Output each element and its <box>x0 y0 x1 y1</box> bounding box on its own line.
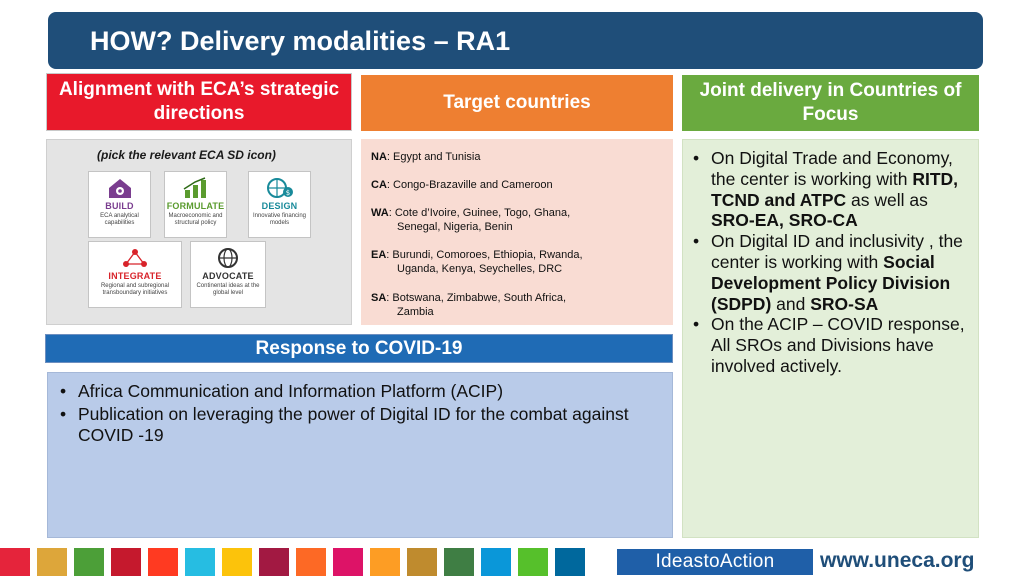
list-item <box>691 231 973 314</box>
svg-text:$: $ <box>285 189 290 197</box>
item-bold: SRO-EA, SRO-CA <box>711 210 858 231</box>
sdg-color-block <box>481 548 511 576</box>
ideas-to-action-logo: IdeastoAction <box>617 549 813 575</box>
country-list-cont: Zambia <box>397 306 434 318</box>
item-bold: SRO-SA <box>810 293 879 314</box>
region-code: SA <box>371 292 387 304</box>
footer <box>0 548 1024 576</box>
country-row-sa <box>371 291 566 319</box>
sd-build-label: BUILD <box>105 201 134 211</box>
sdg-color-block <box>74 548 104 576</box>
region-code: EA <box>371 249 387 261</box>
item-text: On Digital Trade and Economy, the center is working with <box>711 148 953 189</box>
sdg-color-block <box>222 548 252 576</box>
country-list: : Botswana, Zimbabwe, South Africa, <box>386 292 567 304</box>
country-list-cont: Senegal, Nigeria, Benin <box>397 221 513 233</box>
list-item <box>691 148 973 231</box>
website-url[interactable]: www.uneca.org <box>820 549 975 572</box>
sd-design-label: DESIGN <box>261 201 298 211</box>
sdg-color-block <box>333 548 363 576</box>
alignment-header: Alignment with ECA’s strategic directions <box>46 73 352 131</box>
sd-build-sub: ECA analytical capabilities <box>100 213 139 227</box>
sdg-color-block <box>444 548 474 576</box>
sdg-color-block <box>148 548 178 576</box>
sdg-color-block <box>407 548 437 576</box>
title-bar <box>48 12 983 69</box>
item-text: On Digital ID and inclusivity , the center is working with <box>711 231 963 272</box>
country-list: : Cote d’Ivoire, Guinee, Togo, Ghana, <box>388 207 571 219</box>
joint-delivery-list <box>691 148 973 377</box>
network-icon <box>120 247 150 269</box>
sdg-color-block <box>111 548 141 576</box>
sd-advocate-sub: Continental ideas at the global level <box>196 283 260 297</box>
item-bold: Social Development Policy Division (SDPD) <box>711 251 951 314</box>
sd-integrate-label: INTEGRATE <box>108 271 162 281</box>
country-row-wa <box>371 206 570 234</box>
country-list: : Burundi, Comoroes, Ethiopia, Rwanda, <box>386 249 583 261</box>
country-list: : Egypt and Tunisia <box>386 151 481 163</box>
list-item <box>691 314 973 376</box>
sdg-color-block <box>0 548 30 576</box>
sdg-color-block <box>555 548 585 576</box>
sdg-color-block <box>259 548 289 576</box>
page-title: HOW? Delivery modalities – RA1 <box>90 26 511 56</box>
joint-delivery-panel <box>682 139 979 538</box>
item-text: On the ACIP – COVID response, All SROs and Divisions have involved actively. <box>711 314 965 376</box>
sd-integrate-tile[interactable] <box>88 241 182 308</box>
sdg-color-block <box>37 548 67 576</box>
sd-formulate-tile[interactable] <box>164 171 227 238</box>
target-countries-panel <box>361 139 673 325</box>
sdg-color-block <box>296 548 326 576</box>
sd-advocate-label: ADVOCATE <box>202 271 254 281</box>
bar-chart-icon <box>181 177 211 199</box>
country-list-cont: Uganda, Kenya, Seychelles, DRC <box>397 263 563 275</box>
country-row-na <box>371 150 480 164</box>
covid-response-list <box>58 381 658 448</box>
pick-icon-note: (pick the relevant ECA SD icon) <box>97 148 276 162</box>
sd-formulate-label: FORMULATE <box>166 201 225 211</box>
sdg-color-block <box>185 548 215 576</box>
country-row-ca <box>371 178 553 192</box>
list-item: • Publication on leveraging the power of Digital ID for the combat against COVID -19 <box>58 404 658 446</box>
house-gear-icon <box>105 177 135 199</box>
region-code: NA <box>371 151 387 163</box>
list-item: • Africa Communication and Information Platform (ACIP) <box>58 381 658 402</box>
sdg-color-block <box>518 548 548 576</box>
region-code: WA <box>371 207 389 219</box>
item-bold: RITD, TCND and ATPC <box>711 168 959 210</box>
item-text: and <box>771 293 811 314</box>
covid-response-panel <box>47 372 673 538</box>
joint-delivery-header: Joint delivery in Countries of Focus <box>682 75 979 131</box>
sd-design-sub: Innovative financing models <box>252 213 307 227</box>
sd-build-tile[interactable] <box>88 171 151 238</box>
sd-formulate-sub: Macroeconomic and structural policy <box>168 213 223 227</box>
sd-design-tile[interactable] <box>248 171 311 238</box>
target-countries-header: Target countries <box>361 75 673 131</box>
sdg-color-block <box>370 548 400 576</box>
item-text: as well as <box>846 189 928 210</box>
country-row-ea <box>371 248 583 276</box>
globe-icon <box>213 247 243 269</box>
globe-dollar-icon <box>265 177 295 199</box>
sdg-color-strip <box>0 548 592 576</box>
sd-integrate-sub: Regional and subregional transboundary initiatives <box>100 283 170 297</box>
covid-response-header: Response to COVID-19 <box>45 334 673 363</box>
sd-advocate-tile[interactable] <box>190 241 266 308</box>
country-list: : Congo-Brazaville and Cameroon <box>386 179 553 191</box>
region-code: CA <box>371 179 387 191</box>
alignment-panel <box>46 139 352 325</box>
